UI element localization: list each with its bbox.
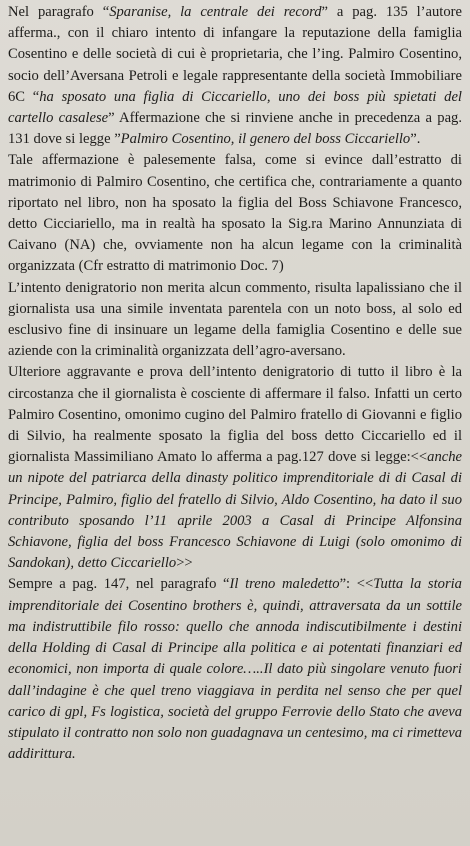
- paragraph-5: [8, 574, 462, 765]
- text-run: >>: [176, 555, 193, 572]
- text-run: ” a pag. 135 l’autore afferma., con il chiaro intento di infangare la reputazione della famiglia Cosentino e delle società di cui è proprietaria, che l’ing. Palmiro Cosentino, socio dell’Aversana Petroli e legale rappresentante della società Immobiliare 6C “: [8, 4, 462, 105]
- text-run: ”.: [410, 131, 421, 148]
- paragraph-1: [8, 2, 462, 150]
- quoted-title: Il treno maledetto: [229, 576, 340, 593]
- paragraph-2: [8, 150, 462, 277]
- text-run: Tale affermazione è palesemente falsa, come si evince dall’estratto di matrimonio di Palmiro Cosentino, che certifica che, contrariamente a quanto riportato nel libro, non ha sposato la figlia del Boss Schiavone Francesco, detto Cicciariello, ma in realtà ha sposato la Sig.ra Marino Annunziata di Caivano (NA) che, ovviamente non ha alcun legame con la criminalità organizzata (Cfr estratto di matrimonio Doc. 7): [8, 152, 462, 275]
- quoted-title: Sparanise, la centrale dei record: [109, 4, 322, 20]
- quoted-text: Tutta la storia imprenditoriale dei Cosentino brothers è, quindi, attraversata da un sottile ma indistruttibile filo rosso: quello che annoda indiscutibilmente i destini della Holding di Casal di Principe alla politica e ai potentati finanziari ed economici, non importa di quale colore…..Il dato più singolare venuto fuori dall’indagine è che quel treno viaggiava in perdita nel senso che per quel carico di gpl, Fs logistica, società del gruppo Ferrovie dello Stato che aveva stipulato il contratto non solo non guadagnava un centesimo, ma ci rimetteva addirittura.: [8, 576, 462, 763]
- text-run: Sempre a pag. 147, nel paragrafo “: [8, 576, 230, 593]
- paragraph-4: [8, 362, 462, 574]
- quoted-text: anche un nipote del patriarca della dinasty politico imprenditoriale di di Casal di Principe, Palmiro, figlio del fratello di Silvio, Aldo Cosentino, ha dato il suo contributo sposando l’11 aprile 2003 a Casal di Principe Alfonsina Schiavone, figlia del boss Francesco Schiavone di Luigi (solo omonimo di Sandokan), detto Ciccariello: [8, 449, 462, 572]
- quoted-text: ha sposato una figlia di Ciccariello, uno dei boss più spietati del cartello casalese: [8, 88, 462, 127]
- paragraph-3: [8, 278, 462, 363]
- text-run: L’intento denigratorio non merita alcun commento, risulta lapalissiano che il giornalista usa una simile inventata parentela con un noto boss, al solo ed esclusivo fine di insinuare un legame della famiglia Cosentino e delle sue aziende con la criminalità organizzata dell’agro-aversano.: [8, 279, 462, 360]
- text-run: ” Affermazione che si rinviene anche in precedenza a pag. 131 dove si legge ”: [8, 110, 462, 148]
- text-run: ”: <<: [339, 576, 374, 593]
- text-run: Nel paragrafo “: [8, 4, 110, 20]
- text-run: Ulteriore aggravante e prova dell’intento denigratorio di tutto il libro è la circostanza che il giornalista è cosciente di affermare il falso. Infatti un certo Palmiro Cosentino, omonimo cugino del Palmiro fratello di Giovanni e figlio di Silvio, ha realmente sposato la figlia del boss detto Ciccariello ed il giornalista Massimiliano Amato lo afferma a pag.127 dove si legge:<<: [8, 364, 462, 466]
- quoted-text: Palmiro Cosentino, il genero del boss Ciccariello: [120, 131, 411, 148]
